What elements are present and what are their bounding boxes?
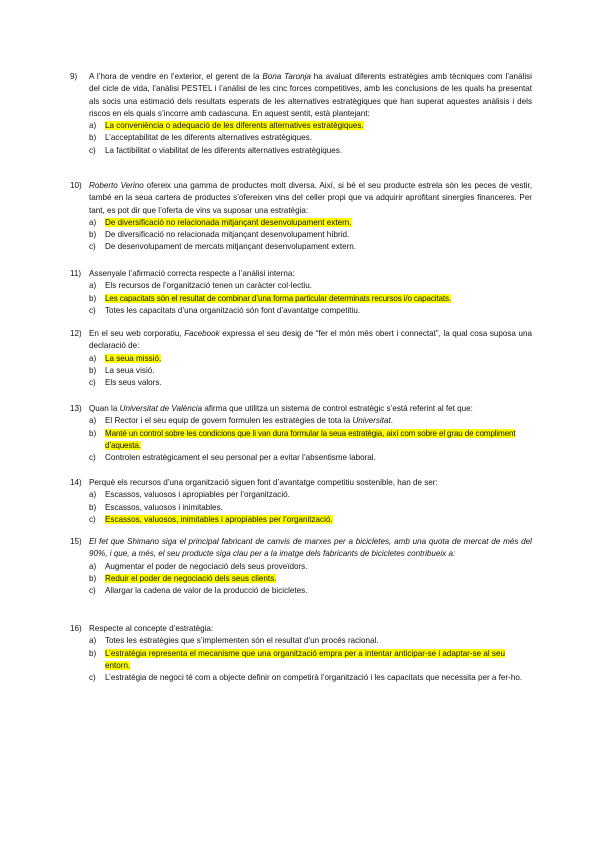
question-text: En el seu web corporatiu, Facebook expressa el seu desig de “fer el món més obert i connectat”, la qual cosa suposa una declaració de: (89, 329, 532, 351)
option-b: b) Reduir el poder de negociació dels seus clients. (89, 573, 277, 583)
highlighted-answer: Les capacitats són el resultat de combinar d’una forma particular determinats recursos i/o capacitats. (105, 293, 451, 303)
option-b: b) Les capacitats són el resultat de combinar d’una forma particular determinats recursos i/o capacitats. (89, 293, 451, 303)
option-a: a) Augmentar el poder de negociació dels seus proveïdors. (89, 561, 308, 571)
question-number: 16) (70, 624, 82, 633)
option-c: c) De desenvolupament de mercats mitjançant desenvolupament extern. (89, 242, 357, 252)
highlighted-answer: De diversificació no relacionada mitjançant desenvolupament extern. (105, 217, 352, 227)
question-number: 14) (70, 478, 82, 487)
question-text: Quan la Universitat de València afirma que utilitza un sistema de control estratègic s’està referint al fet que: (89, 404, 473, 413)
question-15 (70, 536, 532, 597)
option-a: a) La seua missió. (89, 353, 162, 363)
option-b: b) La seua visió. (89, 365, 155, 375)
option-c: c) La factibilitat o viabilitat de les diferents alternatives estratègiques. (89, 145, 343, 155)
option-a: a) El Rector i el seu equip de govern formulen les estratègies de tota la Universitat. (89, 416, 393, 426)
option-b: b) De diversificació no relacionada mitjançant desenvolupament híbrid. (89, 230, 350, 240)
highlighted-answer: L’estratègia representa el mecanisme que una organització empra per a intentar anticipar-se i adaptar-se al seu entorn. (105, 648, 505, 670)
highlighted-answer: La seua missió. (105, 353, 162, 363)
option-a: a) Totes les estratègies que s’implementen són el resultat d’un procés racional. (89, 636, 379, 646)
question-12 (70, 328, 532, 389)
highlighted-answer: Manté un control sobre les condicions que li van dura formular la seua estratègia, així com sobre el grau de compliment d’aquesta. (105, 428, 516, 450)
option-c: c) Totes les capacitats d’una organització són font d’avantatge competitiu. (89, 305, 361, 315)
question-number: 10) (70, 181, 82, 190)
option-c: c) Els seus valors. (89, 378, 162, 388)
question-text: A l’hora de vendre en l’exterior, el gerent de la Bona Taronja ha avaluat diferents estratègies amb tècniques com l’anàlisi del cicle de vida, l’anàlisi PESTEL i l’anàlisi de les cinc forces competitives, amb les conclusions de les quals ha presentat als socis una estimació dels resultats esperats de les alternatives estratègiques que han superat aquestes anàlisis i dels riscos en els quals s’incorre amb cadascuna. En aquest sentit, està plantejant: (89, 72, 532, 118)
question-number: 13) (70, 404, 82, 413)
question-10 (70, 180, 532, 254)
question-text: El fet que Shimano siga el principal fabricant de canvis de marxes per a bicicletes, amb una quota de mercat de més del 90%, i que, a més, el seu producte siga clau per a la imatge dels fabricants de bicicletes contribueix a: (89, 537, 532, 559)
question-number: 15) (70, 537, 82, 546)
question-number: 9) (70, 72, 78, 81)
option-a: a) La conveniència o adequació de les diferents alternatives estratègiques. (89, 121, 364, 131)
option-b: b) Manté un control sobre les condicions que li van dura formular la seua estratègia, així com sobre el grau de compliment d’aquesta. (89, 428, 516, 450)
option-c: c) Escassos, valuosos, inimitables i apropiables per l’organització. (89, 514, 333, 524)
question-9 (70, 71, 532, 157)
option-c: c) L’estratègia de negoci té com a objecte definir on competirà l’organització i les capacitats que necessita per a fer-ho. (89, 673, 523, 683)
question-16 (70, 623, 532, 684)
question-text: Assenyale l’afirmació correcta respecte a l’anàlisi interna: (89, 269, 295, 278)
question-text: Perquè els recursos d’una organització siguen font d’avantatge competitiu sostenible, han de ser: (89, 478, 438, 487)
question-13 (70, 403, 532, 464)
option-b: b) L’estratègia representa el mecanisme que una organització empra per a intentar anticipar-se i adaptar-se al seu entorn. (89, 648, 505, 670)
question-number: 11) (70, 269, 82, 278)
option-c: c) Allargar la cadena de valor de la producció de bicicletes. (89, 586, 308, 596)
option-a: a) Escassos, valuosos i apropiables per l’organització. (89, 490, 290, 500)
highlighted-answer: Escassos, valuosos, inimitables i apropiables per l’organització. (105, 514, 333, 524)
question-11 (70, 268, 532, 317)
question-text: Respecte al concepte d’estratègia: (89, 624, 214, 633)
highlighted-answer: La conveniència o adequació de les diferents alternatives estratègiques. (105, 121, 364, 131)
option-b: b) L’acceptabilitat de les diferents alternatives estratègiques. (89, 133, 312, 143)
option-b: b) Escassos, valuosos i inimitables. (89, 502, 223, 512)
question-text: Roberto Verino ofereix una gamma de productes molt diversa. Així, si bé el seu producte estrela són les peces de vestir, també en la seua cartera de productes s’ofereixen vins del celler propi que va adquirir aprofitant sinergies financeres. Per tant, es pot dir que l’oferta de vins va suposar una estratègia: (89, 181, 532, 215)
question-number: 12) (70, 329, 82, 338)
option-a: a) Els recursos de l’organització tenen un caràcter col·lectiu. (89, 281, 312, 291)
option-c: c) Controlen estratègicament el seu personal per a evitar l’absentisme laboral. (89, 453, 376, 463)
question-14 (70, 477, 532, 526)
highlighted-answer: Reduir el poder de negociació dels seus clients. (105, 573, 277, 583)
option-a: a) De diversificació no relacionada mitjançant desenvolupament extern. (89, 217, 352, 227)
